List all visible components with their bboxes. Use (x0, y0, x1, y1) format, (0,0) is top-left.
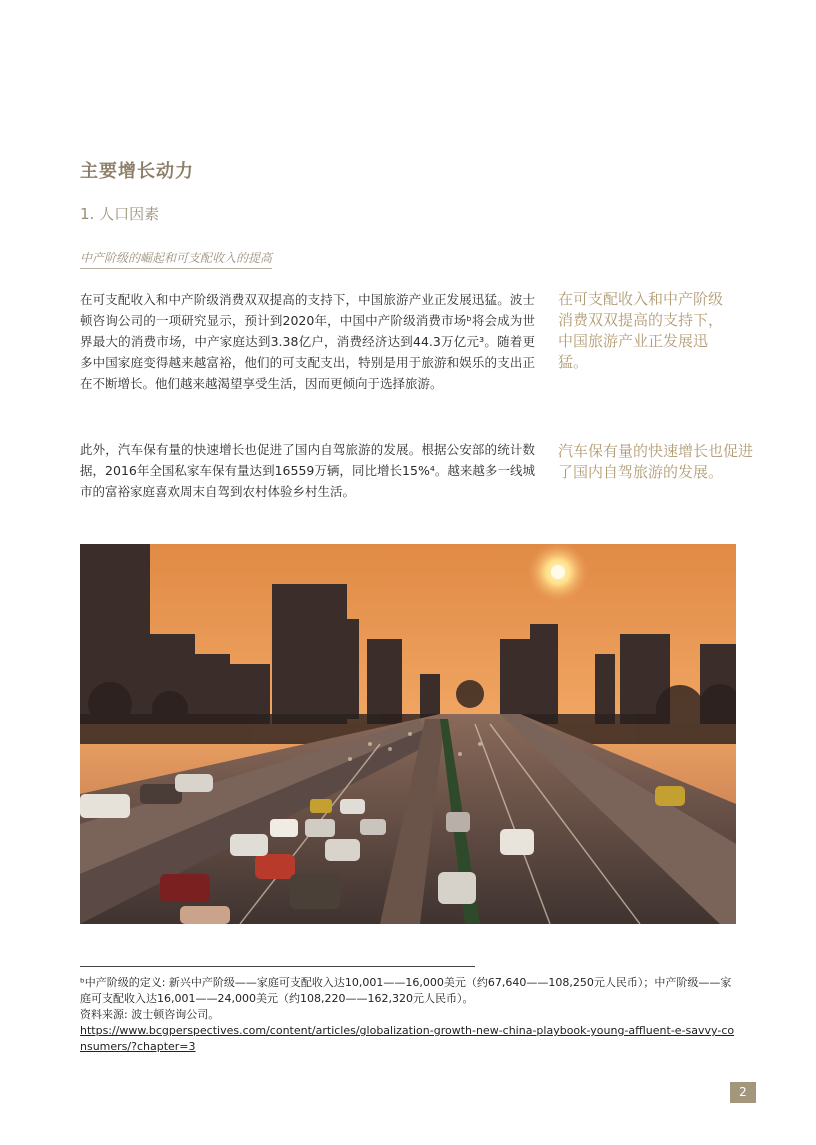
city-traffic-photo (80, 544, 736, 924)
footnote-definition: ᵇ中产阶级的定义: 新兴中产阶级——家庭可支配收入达10,001——16,000美元（约67,640——108,250元人民币）；中产阶级——家庭可支配收入达16,001——24,000美元（约108,220——162,320元人民币）。 (80, 976, 732, 1005)
footnote-source: 资料来源: 波士顿咨询公司。 (80, 1008, 220, 1021)
pull-quote-1: 在可支配收入和中产阶级消费双双提高的支持下，中国旅游产业正发展迅猛。 (558, 290, 724, 371)
body-paragraph-2: 此外，汽车保有量的快速增长也促进了国内自驾旅游的发展。根据公安部的统计数据，2016年全国私家车保有量达到16559万辆，同比增长15%⁴。越来越多一线城市的富裕家庭喜欢周末自驾到农村体验乡村生活。 (80, 442, 535, 499)
pull-quote-2: 汽车保有量的快速增长也促进了国内自驾旅游的发展。 (558, 442, 754, 481)
page-number: 2 (730, 1082, 756, 1103)
topic-heading: 中产阶级的崛起和可支配收入的提高 (80, 249, 272, 269)
section-heading: 主要增长动力 (80, 161, 194, 182)
footnote-divider (80, 966, 475, 967)
footnotes (80, 975, 740, 1055)
footnote-source-link[interactable]: https://www.bcgperspectives.com/content/articles/globalization-growth-new-china-playbook-young-affluent-e-savvy-consumers/?chapter=3 (80, 1024, 735, 1053)
subsection-heading: 1. 人口因素 (80, 205, 160, 223)
body-paragraph-1: 在可支配收入和中产阶级消费双双提高的支持下，中国旅游产业正发展迅猛。波士顿咨询公司的一项研究显示，预计到2020年，中国中产阶级消费市场ᵇ将会成为世界最大的消费市场，中产家庭达到3.38亿户，消费经济达到44.3万亿元³。随着更多中国家庭变得越来越富裕，他们的可支配支出，特别是用于旅游和娱乐的支出正在不断增长。他们越来越渴望享受生活，因而更倾向于选择旅游。 (80, 292, 535, 391)
